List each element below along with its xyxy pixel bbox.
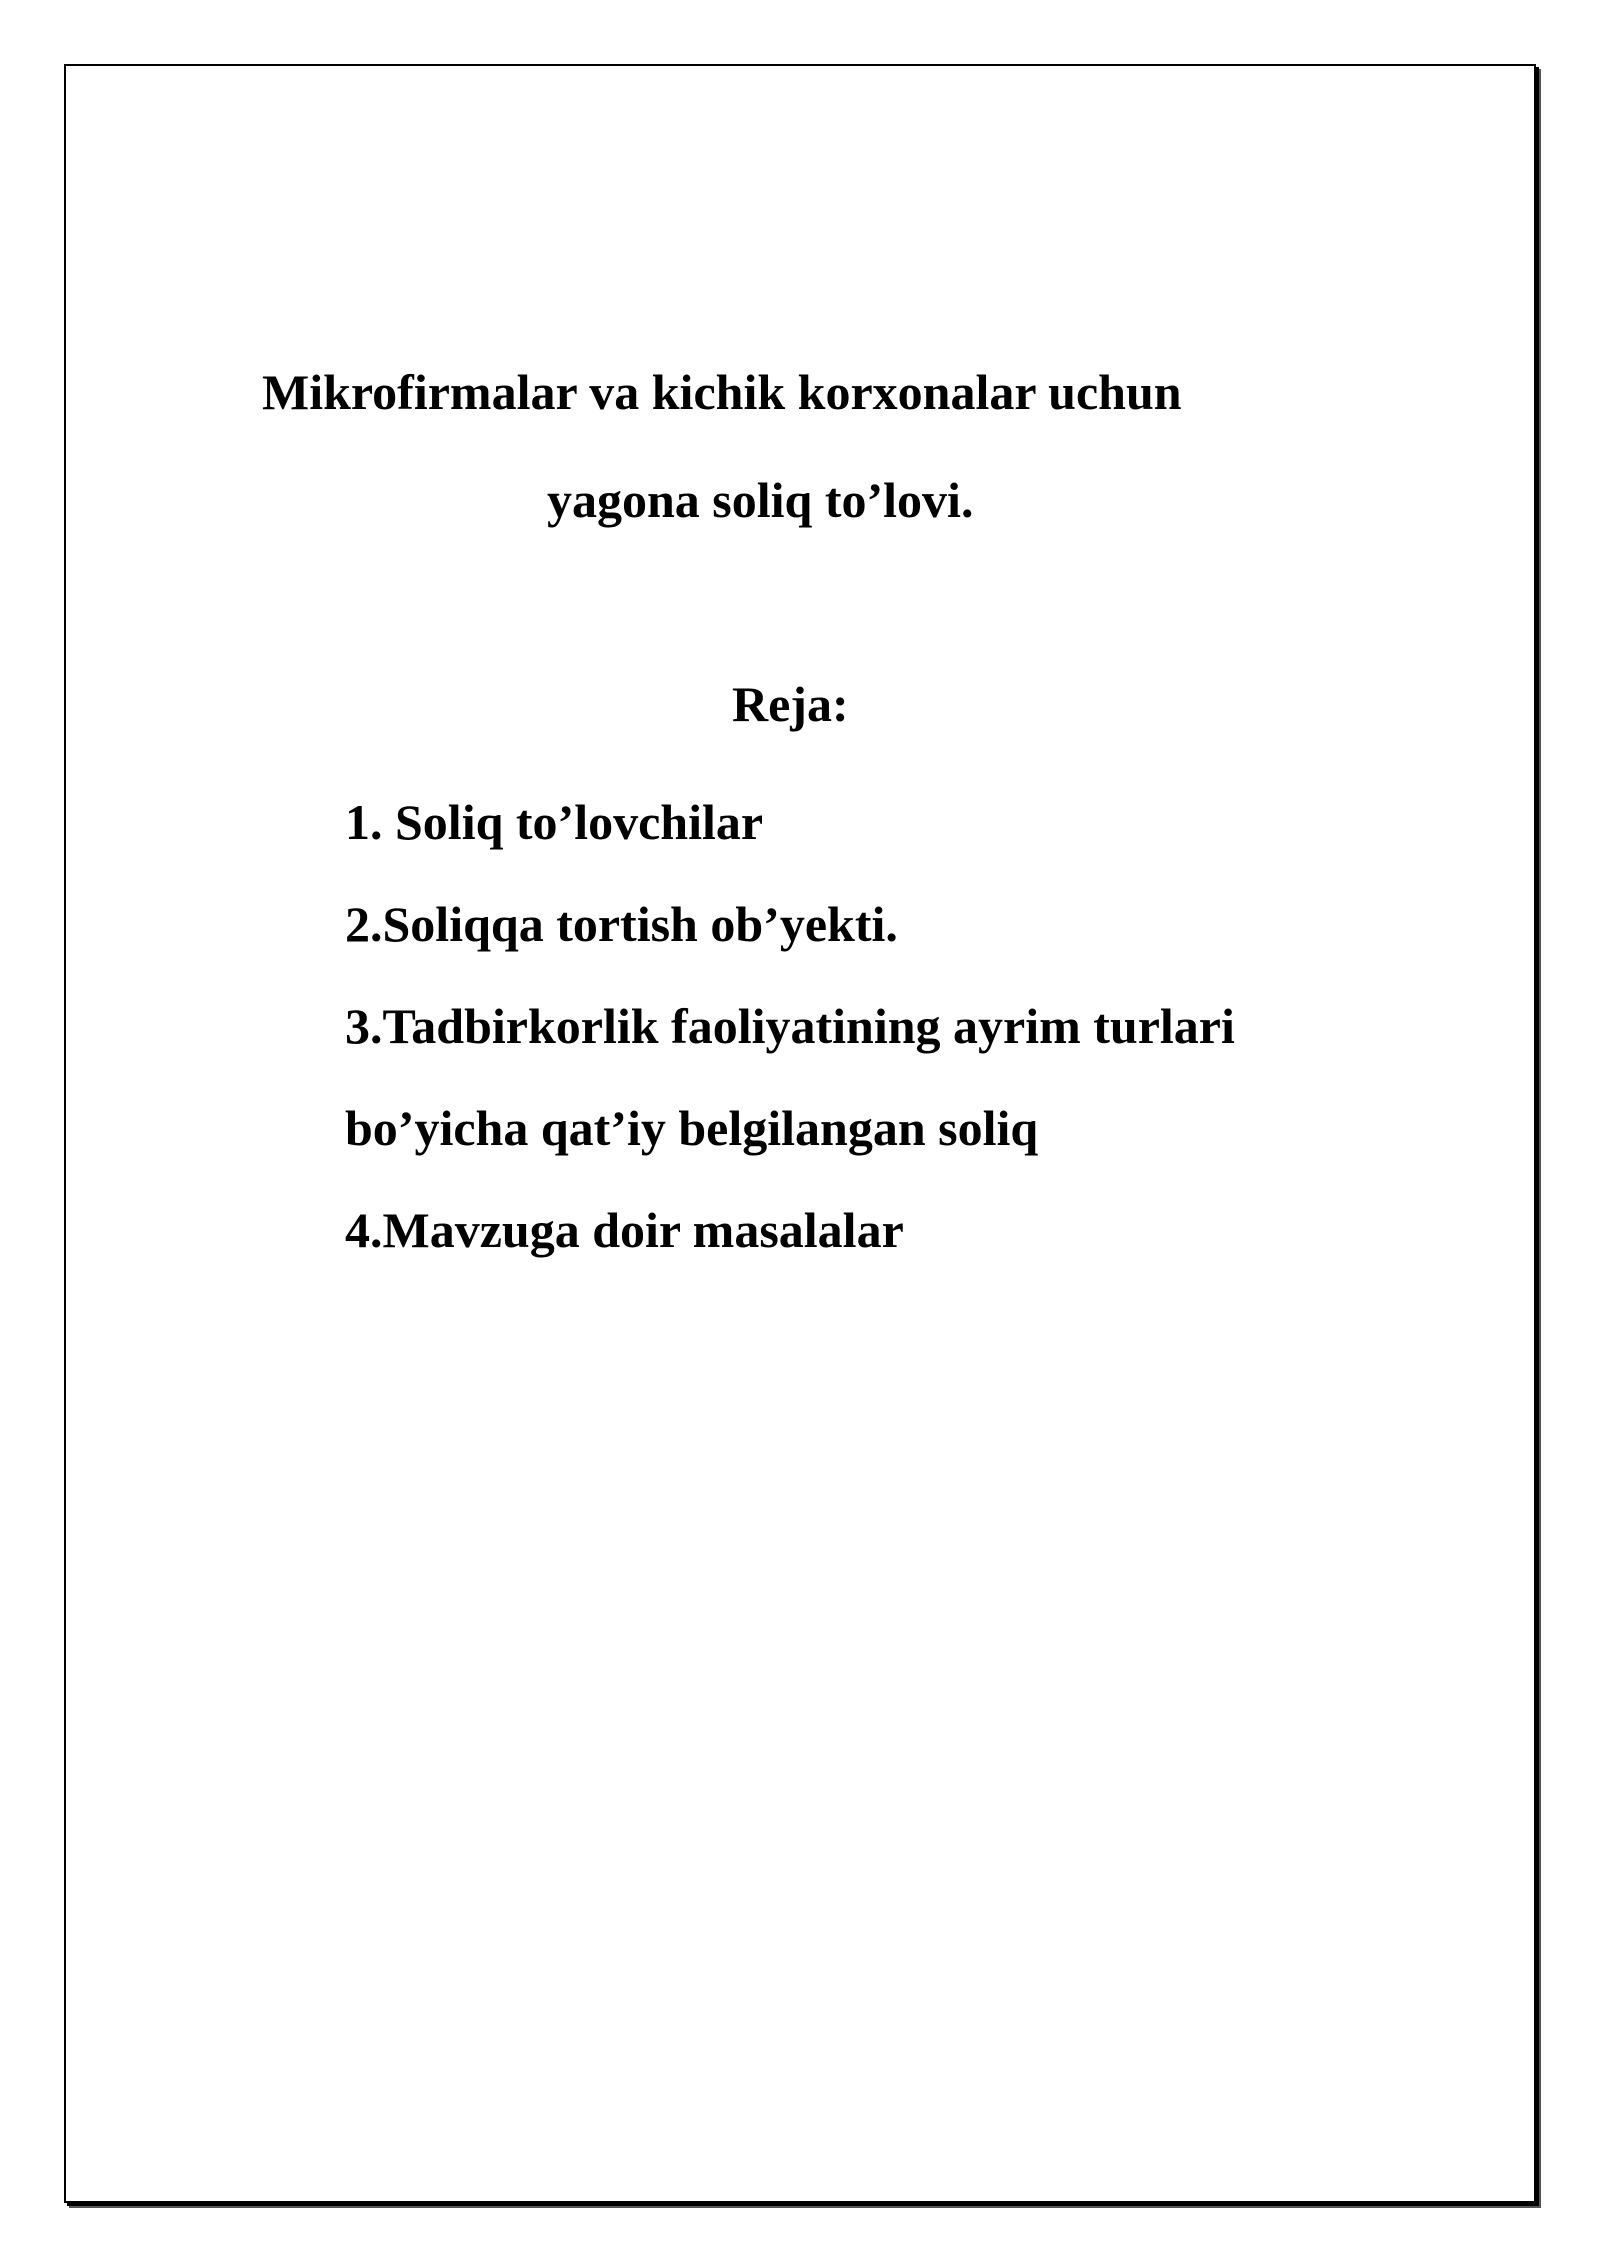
plan-item-3-continuation: bo’yicha qat’iy belgilangan soliq [345,1100,1039,1156]
document-title-line-1: Mikrofirmalar va kichik korxonalar uchun [262,364,1182,420]
plan-list [345,771,1235,1281]
plan-item-2: 2.Soliqqa tortish ob’yekti. [345,896,898,952]
plan-item-3: 3.Tadbirkorlik faoliyatining ayrim turlari [345,998,1235,1054]
plan-item-4: 4.Mavzuga doir masalalar [345,1202,904,1258]
plan-heading: Reja: [732,676,849,732]
document-title-line-2: yagona soliq to’lovi. [547,472,974,528]
plan-item-1: 1. Soliq to’lovchilar [345,794,764,850]
